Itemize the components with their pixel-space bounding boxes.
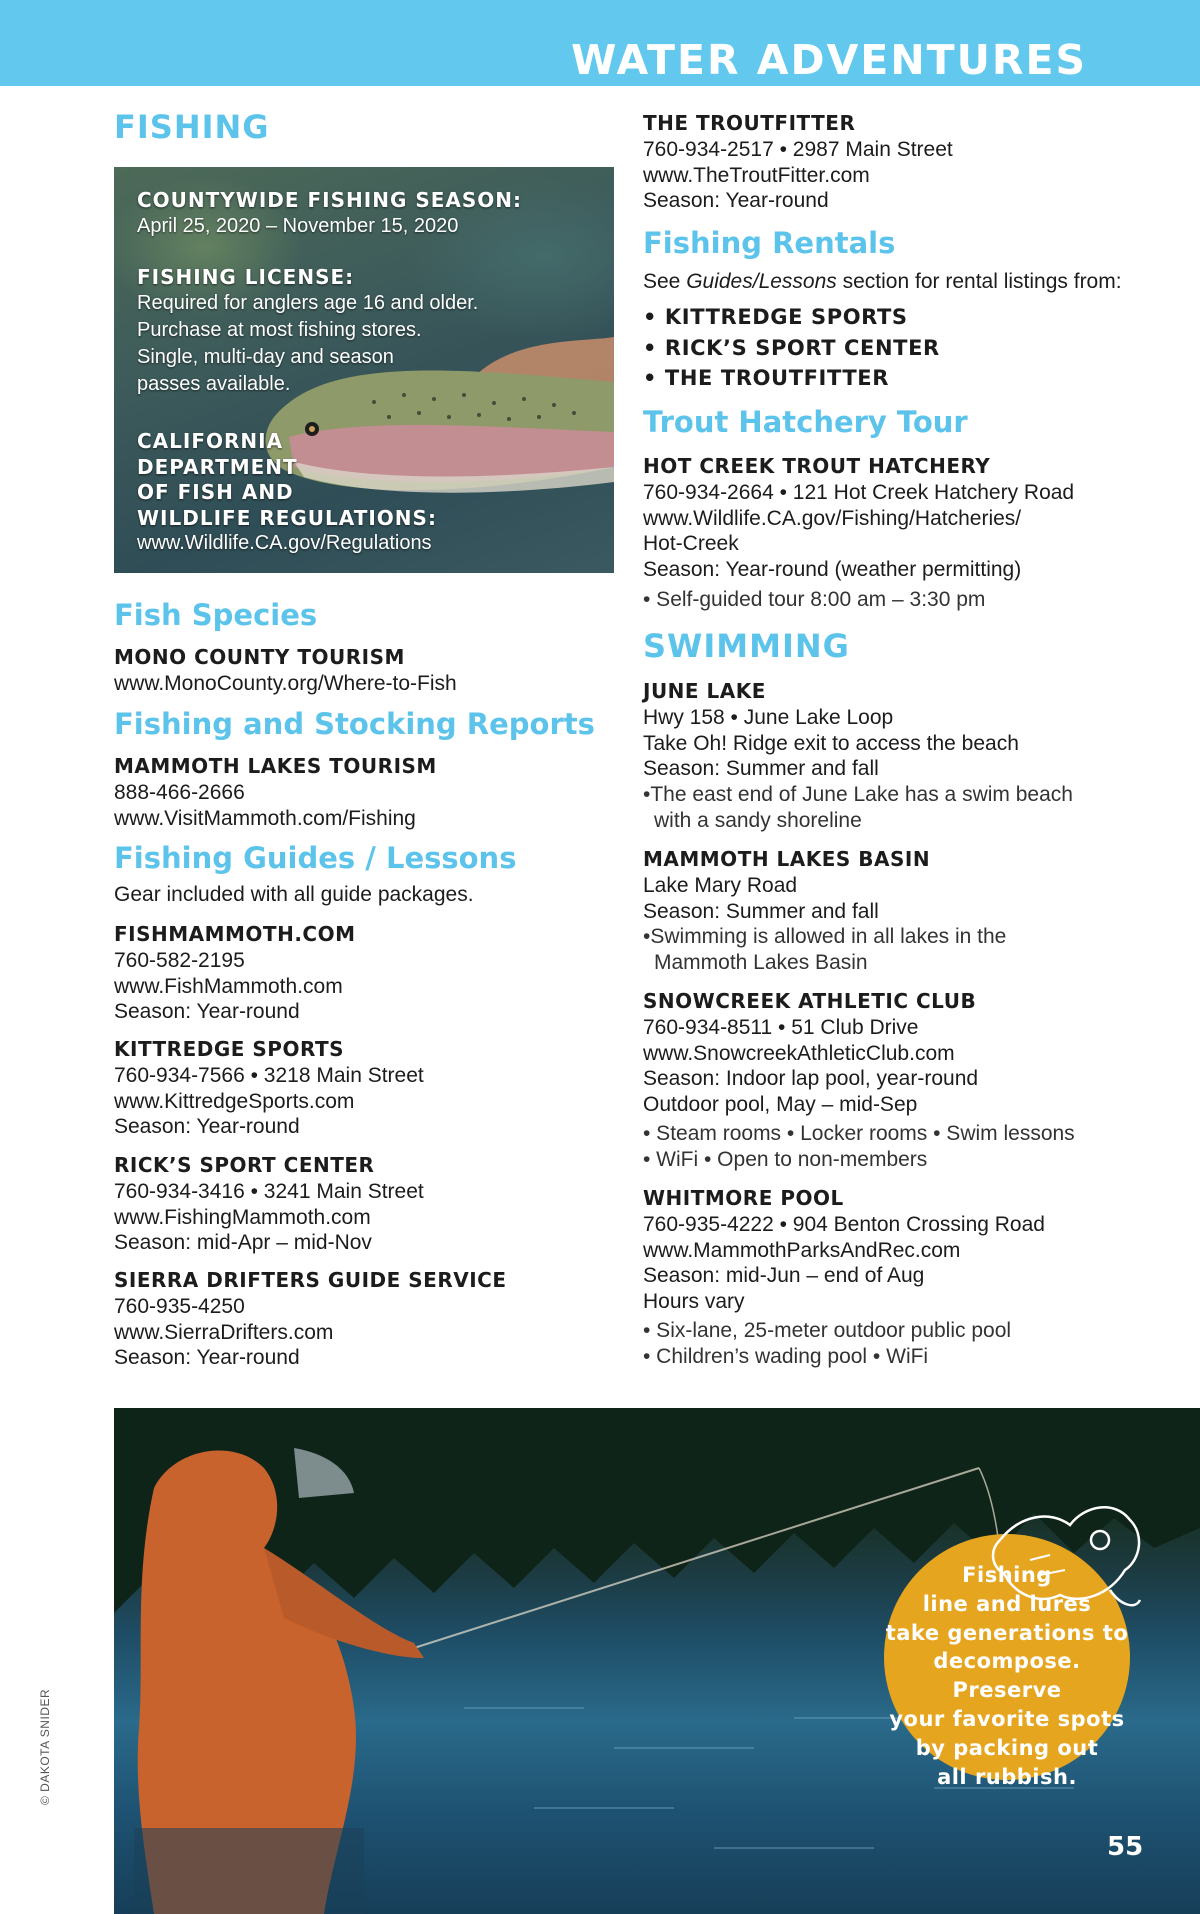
whitmore-entry xyxy=(643,1186,1045,1370)
tip-bubble-text xyxy=(884,1561,1130,1791)
license-label: FISHING LICENSE: xyxy=(137,265,355,289)
entry-address: 760-934-8511 • 51 Club Drive xyxy=(643,1015,919,1039)
list-item: • THE TROUTFITTER xyxy=(643,366,890,390)
entry-url[interactable]: www.FishMammoth.com xyxy=(114,974,343,998)
entry-name: HOT CREEK TROUT HATCHERY xyxy=(643,454,991,478)
entry-name: JUNE LAKE xyxy=(643,679,766,703)
entry-season: Season: Summer and fall xyxy=(643,899,879,923)
entry-bullet: • Steam rooms • Locker rooms • Swim lessons xyxy=(643,1121,1075,1145)
tip-line: all rubbish. xyxy=(937,1764,1077,1789)
hatchery-entry xyxy=(643,454,1074,613)
rentals-note xyxy=(643,270,1122,294)
entry-url[interactable]: www.TheTroutFitter.com xyxy=(643,163,870,187)
page-number: 55 xyxy=(1107,1832,1144,1862)
entry-name: THE TROUTFITTER xyxy=(643,111,856,135)
guides-heading: Fishing Guides / Lessons xyxy=(114,841,517,875)
entry-address: Lake Mary Road xyxy=(643,873,798,897)
fish-species-heading: Fish Species xyxy=(114,598,318,632)
mono-county-entry xyxy=(114,645,457,697)
guide-entry xyxy=(114,922,356,1025)
rentals-list xyxy=(643,302,940,394)
tip-line: by packing out xyxy=(915,1735,1099,1760)
guide-entry xyxy=(114,1153,424,1256)
entry-url[interactable]: www.MonoCounty.org/Where-to-Fish xyxy=(114,671,457,695)
rentals-note-pre: See xyxy=(643,270,687,293)
section-title: WATER ADVENTURES xyxy=(571,36,1087,84)
hatchery-heading: Trout Hatchery Tour xyxy=(643,405,968,439)
entry-url[interactable]: www.FishingMammoth.com xyxy=(114,1205,371,1229)
entry-directions: Take Oh! Ridge exit to access the beach xyxy=(643,731,1019,755)
dept-line: OF FISH AND xyxy=(137,480,294,504)
entry-season-outdoor: Outdoor pool, May – mid-Sep xyxy=(643,1093,918,1117)
entry-hours: Hours vary xyxy=(643,1290,745,1314)
license-line: Required for anglers age 16 and older. xyxy=(137,292,479,314)
entry-url[interactable]: www.SierraDrifters.com xyxy=(114,1320,334,1344)
entry-address: 760-934-2664 • 121 Hot Creek Hatchery Road xyxy=(643,480,1075,504)
tip-line: take generations to xyxy=(885,1620,1129,1645)
regulations-block xyxy=(137,429,437,557)
entry-name: MONO COUNTY TOURISM xyxy=(114,645,405,669)
entry-phone: 888-466-2666 xyxy=(114,780,245,804)
entry-name: SIERRA DRIFTERS GUIDE SERVICE xyxy=(114,1268,507,1292)
stocking-reports-heading: Fishing and Stocking Reports xyxy=(114,707,595,741)
entry-name: FISHMAMMOTH.COM xyxy=(114,922,356,946)
entry-bullet: • Children’s wading pool • WiFi xyxy=(643,1344,929,1368)
entry-bullet: • Six-lane, 25-meter outdoor public pool xyxy=(643,1318,1012,1342)
license-line: Purchase at most fishing stores. xyxy=(137,319,422,341)
tip-line: Fishing xyxy=(962,1563,1052,1587)
license-line: passes available. xyxy=(137,373,291,395)
entry-season: Season: mid-Apr – mid-Nov xyxy=(114,1231,372,1255)
entry-bullet: • Self-guided tour 8:00 am – 3:30 pm xyxy=(643,587,986,611)
tip-line: your favorite spots xyxy=(889,1706,1125,1731)
license-line: Single, multi-day and season xyxy=(137,346,394,368)
season-block xyxy=(137,187,522,239)
entry-address: 760-934-2517 • 2987 Main Street xyxy=(643,137,953,161)
tip-line: decompose. Preserve xyxy=(933,1649,1081,1703)
list-item: • KITTREDGE SPORTS xyxy=(643,305,908,329)
license-block xyxy=(137,264,478,398)
entry-season: Season: Year-round xyxy=(114,1346,300,1370)
regulations-url[interactable]: www.Wildlife.CA.gov/Regulations xyxy=(137,532,432,554)
entry-address: 760-934-3416 • 3241 Main Street xyxy=(114,1179,424,1203)
dept-line: CALIFORNIA xyxy=(137,429,284,453)
rentals-note-italic: Guides/Lessons xyxy=(686,270,837,293)
lakes-basin-entry xyxy=(643,847,1083,976)
fishing-rentals-heading: Fishing Rentals xyxy=(643,226,896,260)
entry-url[interactable]: www.VisitMammoth.com/Fishing xyxy=(114,806,416,830)
guide-entry xyxy=(114,1037,424,1140)
entry-name: MAMMOTH LAKES TOURISM xyxy=(114,754,437,778)
entry-season: Season: Year-round (weather permitting) xyxy=(643,558,1022,582)
list-item: • RICK’S SPORT CENTER xyxy=(643,335,940,360)
entry-url[interactable]: www.KittredgeSports.com xyxy=(114,1089,355,1113)
entry-name: WHITMORE POOL xyxy=(643,1186,844,1210)
entry-season: Season: Summer and fall xyxy=(643,757,879,781)
troutfitter-entry xyxy=(643,111,953,214)
snowcreek-entry xyxy=(643,989,1075,1173)
entry-address: Hwy 158 • June Lake Loop xyxy=(643,705,894,729)
dept-line: DEPARTMENT xyxy=(137,454,298,479)
swimming-heading: SWIMMING xyxy=(643,627,850,665)
entry-url[interactable]: www.Wildlife.CA.gov/Fishing/Hatcheries/ xyxy=(643,506,1022,530)
guide-entry xyxy=(114,1268,506,1371)
entry-name: SNOWCREEK ATHLETIC CLUB xyxy=(643,989,977,1013)
entry-season: Season: Year-round xyxy=(643,189,829,213)
fishing-info-box xyxy=(114,167,614,573)
entry-season: Season: Year-round xyxy=(114,1000,300,1024)
entry-address: 760-934-7566 • 3218 Main Street xyxy=(114,1063,424,1087)
season-dates: April 25, 2020 – November 15, 2020 xyxy=(137,215,459,237)
entry-url-cont[interactable]: Hot-Creek xyxy=(643,532,739,556)
season-label: COUNTYWIDE FISHING SEASON: xyxy=(137,188,523,212)
dept-line: WILDLIFE REGULATIONS: xyxy=(137,505,437,530)
tip-line: line and lures xyxy=(922,1591,1092,1616)
entry-name: KITTREDGE SPORTS xyxy=(114,1037,345,1061)
fishing-heading: FISHING xyxy=(114,108,270,146)
entry-season: Season: mid-Jun – end of Aug xyxy=(643,1264,925,1288)
entry-bullet: • WiFi • Open to non-members xyxy=(643,1147,928,1171)
entry-name: MAMMOTH LAKES BASIN xyxy=(643,847,931,871)
june-lake-entry xyxy=(643,679,1103,834)
entry-season: Season: Indoor lap pool, year-round xyxy=(643,1067,979,1091)
entry-phone: 760-582-2195 xyxy=(114,948,245,972)
entry-season: Season: Year-round xyxy=(114,1115,300,1139)
guides-note: Gear included with all guide packages. xyxy=(114,883,474,906)
header-bar xyxy=(0,0,1200,86)
mammoth-tourism-entry xyxy=(114,754,437,831)
entry-bullet: •The east end of June Lake has a swim beach with a sandy shoreline xyxy=(643,783,1073,832)
photo-credit: © DAKOTA SNIDER xyxy=(38,1688,52,1805)
entry-bullet: •Swimming is allowed in all lakes in the Mammoth Lakes Basin xyxy=(643,925,1007,975)
entry-url[interactable]: www.SnowcreekAthleticClub.com xyxy=(643,1041,955,1065)
entry-address: 760-935-4222 • 904 Benton Crossing Road xyxy=(643,1212,1045,1236)
rentals-note-post: section for rental listings from: xyxy=(836,270,1122,293)
entry-phone: 760-935-4250 xyxy=(114,1294,245,1318)
entry-name: RICK’S SPORT CENTER xyxy=(114,1153,375,1177)
entry-url[interactable]: www.MammothParksAndRec.com xyxy=(643,1238,961,1262)
